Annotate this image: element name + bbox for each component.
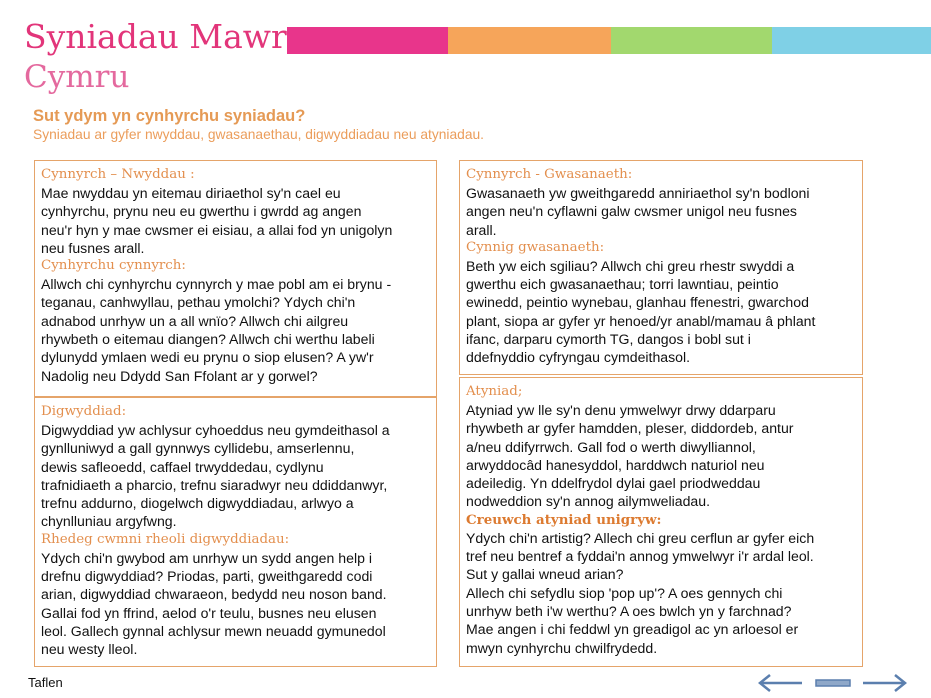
previous-arrow-icon[interactable]	[756, 672, 804, 694]
text-line: Mae angen i chi feddwl yn greadigol ac yn arloesol er	[466, 621, 799, 638]
stripe-green	[611, 27, 772, 54]
goods-box	[34, 160, 437, 397]
text-line: nodweddion sy'n annog ailymweliadau.	[466, 493, 711, 510]
events-body	[41, 421, 429, 531]
text-line: dylunydd ymlaen wedi eu prynu o siop elusen? A yw'r	[41, 349, 374, 366]
goods-heading: Cynnyrch – Nwyddau :	[41, 167, 195, 182]
text-line: chynlluniau argyfwng.	[41, 513, 177, 530]
attraction-body	[466, 401, 855, 511]
stripe-orange	[448, 27, 611, 54]
create-attraction-body	[466, 529, 855, 657]
text-line: trefnu addurno, diogelwch digwyddiadau, arlwyo a	[41, 495, 354, 512]
text-line: neu fusnes arall.	[41, 239, 145, 256]
text-line: drefnu digwyddiad? Priodas, parti, gweithgaredd codi	[41, 568, 373, 585]
logo-subtitle: Cymru	[24, 59, 130, 95]
attraction-box	[459, 377, 863, 667]
page-subtitle: Syniadau ar gyfer nwyddau, gwasanaethau, digwyddiadau neu atyniadau.	[33, 127, 485, 142]
text-line: Allwch chi cynhyrchu cynnyrch y mae pobl am ei brynu -	[41, 276, 392, 293]
text-line: gynlluniwyd a gall gynnwys cyllidebu, amserlennu,	[41, 440, 355, 457]
text-line: unrhyw beth i'w werthu? A oes bwlch yn y farchnad?	[466, 602, 792, 619]
text-line: Ydych chi'n gwybod am unrhyw un sydd angen help i	[41, 549, 372, 566]
events-heading: Digwyddiad:	[41, 404, 127, 419]
goods-body	[41, 184, 429, 257]
text-line: Gwasanaeth yw gweithgaredd anniriaethol sy'n bodloni	[466, 185, 810, 201]
text-line: Ydych chi'n artistig? Allech chi greu cerflun ar gyfer eich	[466, 529, 815, 546]
text-line: adnabod unrhyw un a all wnïo? Allwch chi ailgreu	[41, 312, 349, 329]
logo-title: Syniadau Mawr	[24, 17, 287, 56]
text-line: Allech chi sefydlu siop 'pop up'? A oes gennych chi	[466, 584, 783, 601]
stripe-pink	[287, 27, 448, 54]
menu-bar-icon[interactable]	[815, 672, 851, 694]
text-line: arall.	[466, 221, 497, 238]
text-line: adeiledig. Yn ddelfrydol dylai gael priodweddau	[466, 475, 761, 492]
text-line: neu'r hyn y mae cwsmer ei eisiau, a allai fod yn unigolyn	[41, 221, 393, 238]
stripe-blue	[772, 27, 931, 54]
text-line: a/neu ddifyrrwch. Gall fod o werth diwylliannol,	[466, 438, 756, 455]
text-line: ewinedd, peintio wynebau, glanhau ffenestri, gwarchod	[466, 294, 809, 311]
text-line: ifanc, darparu cymorth TG, dangos i bobl sut i	[466, 331, 751, 348]
text-line: Atyniad yw lle sy'n denu ymwelwyr drwy ddarparu	[466, 402, 776, 418]
attraction-heading: Atyniad;	[466, 384, 523, 399]
text-line: rhywbeth ar gyfer hamdden, pleser, diddordeb, antur	[466, 420, 794, 437]
services-box	[459, 160, 863, 375]
handout-label: Taflen	[28, 675, 63, 690]
text-line: mwyn cynhyrchu chwilfrydedd.	[466, 639, 658, 656]
page-title: Sut ydym yn cynhyrchu syniadau?	[33, 107, 306, 125]
text-line: arwyddocâd hanesyddol, harddwch naturiol neu	[466, 456, 765, 473]
make-products-heading: Cynhyrchu cynnyrch:	[41, 258, 186, 274]
next-arrow-icon[interactable]	[861, 672, 909, 694]
text-line: Mae nwyddau yn eitemau diriaethol sy'n cael eu	[41, 185, 341, 201]
create-attraction-heading: Creuwch atyniad unigryw:	[466, 511, 662, 528]
text-line: plant, siopa ar gyfer yr henoed/yr anabl/mamau â phlant	[466, 312, 816, 329]
text-line: Beth yw eich sgiliau? Allwch chi greu rhestr swyddi a	[466, 257, 795, 274]
event-management-body	[41, 549, 429, 659]
text-line: teganau, canhwyllau, pethau ymolchi? Ydych chi'n	[41, 294, 356, 311]
text-line: angen neu'n cyflawni galw cwsmer unigol neu fusnes	[466, 203, 797, 220]
services-heading: Cynnyrch - Gwasanaeth:	[466, 167, 633, 182]
text-line: Gallai fod yn ffrind, aelod o'r teulu, busnes neu elusen	[41, 604, 377, 621]
text-line: Nadolig neu Ddydd San Ffolant ar y gorwel?	[41, 367, 318, 384]
offer-service-heading: Cynnig gwasanaeth:	[466, 239, 605, 255]
text-line: cynhyrchu, prynu neu eu gwerthu i gwrdd ag angen	[41, 203, 362, 220]
events-box	[34, 397, 437, 667]
offer-service-body	[466, 257, 855, 367]
text-line: leol. Gallech gynnal achlysur mewn neuadd gymunedol	[41, 622, 386, 639]
make-products-body	[41, 275, 429, 385]
text-line: neu westy lleol.	[41, 641, 138, 658]
text-line: Sut y gallai wneud arian?	[466, 566, 624, 583]
text-line: tref neu bentref a fyddai'n annog ymwelwyr i'r ardal leol.	[466, 548, 814, 565]
text-line: ddefnyddio cyfryngau cymdeithasol.	[466, 349, 691, 366]
services-body	[466, 184, 855, 239]
text-line: Digwyddiad yw achlysur cyhoeddus neu gymdeithasol a	[41, 422, 390, 438]
text-line: trafnidiaeth a pharcio, trefnu siaradwyr neu ddiddanwyr,	[41, 476, 388, 493]
event-management-heading: Rhedeg cwmni rheoli digwyddiadau:	[41, 531, 290, 547]
text-line: rhywbeth o eitemau diangen? Allwch chi werthu labeli	[41, 331, 375, 348]
text-line: dewis safleoedd, caffael trwyddedau, cydlynu	[41, 458, 324, 475]
text-line: arian, digwyddiad chwaraeon, bedydd neu noson band.	[41, 586, 387, 603]
text-line: gwerthu eich gwasanaethau; torri lawntiau, peintio	[466, 276, 779, 293]
